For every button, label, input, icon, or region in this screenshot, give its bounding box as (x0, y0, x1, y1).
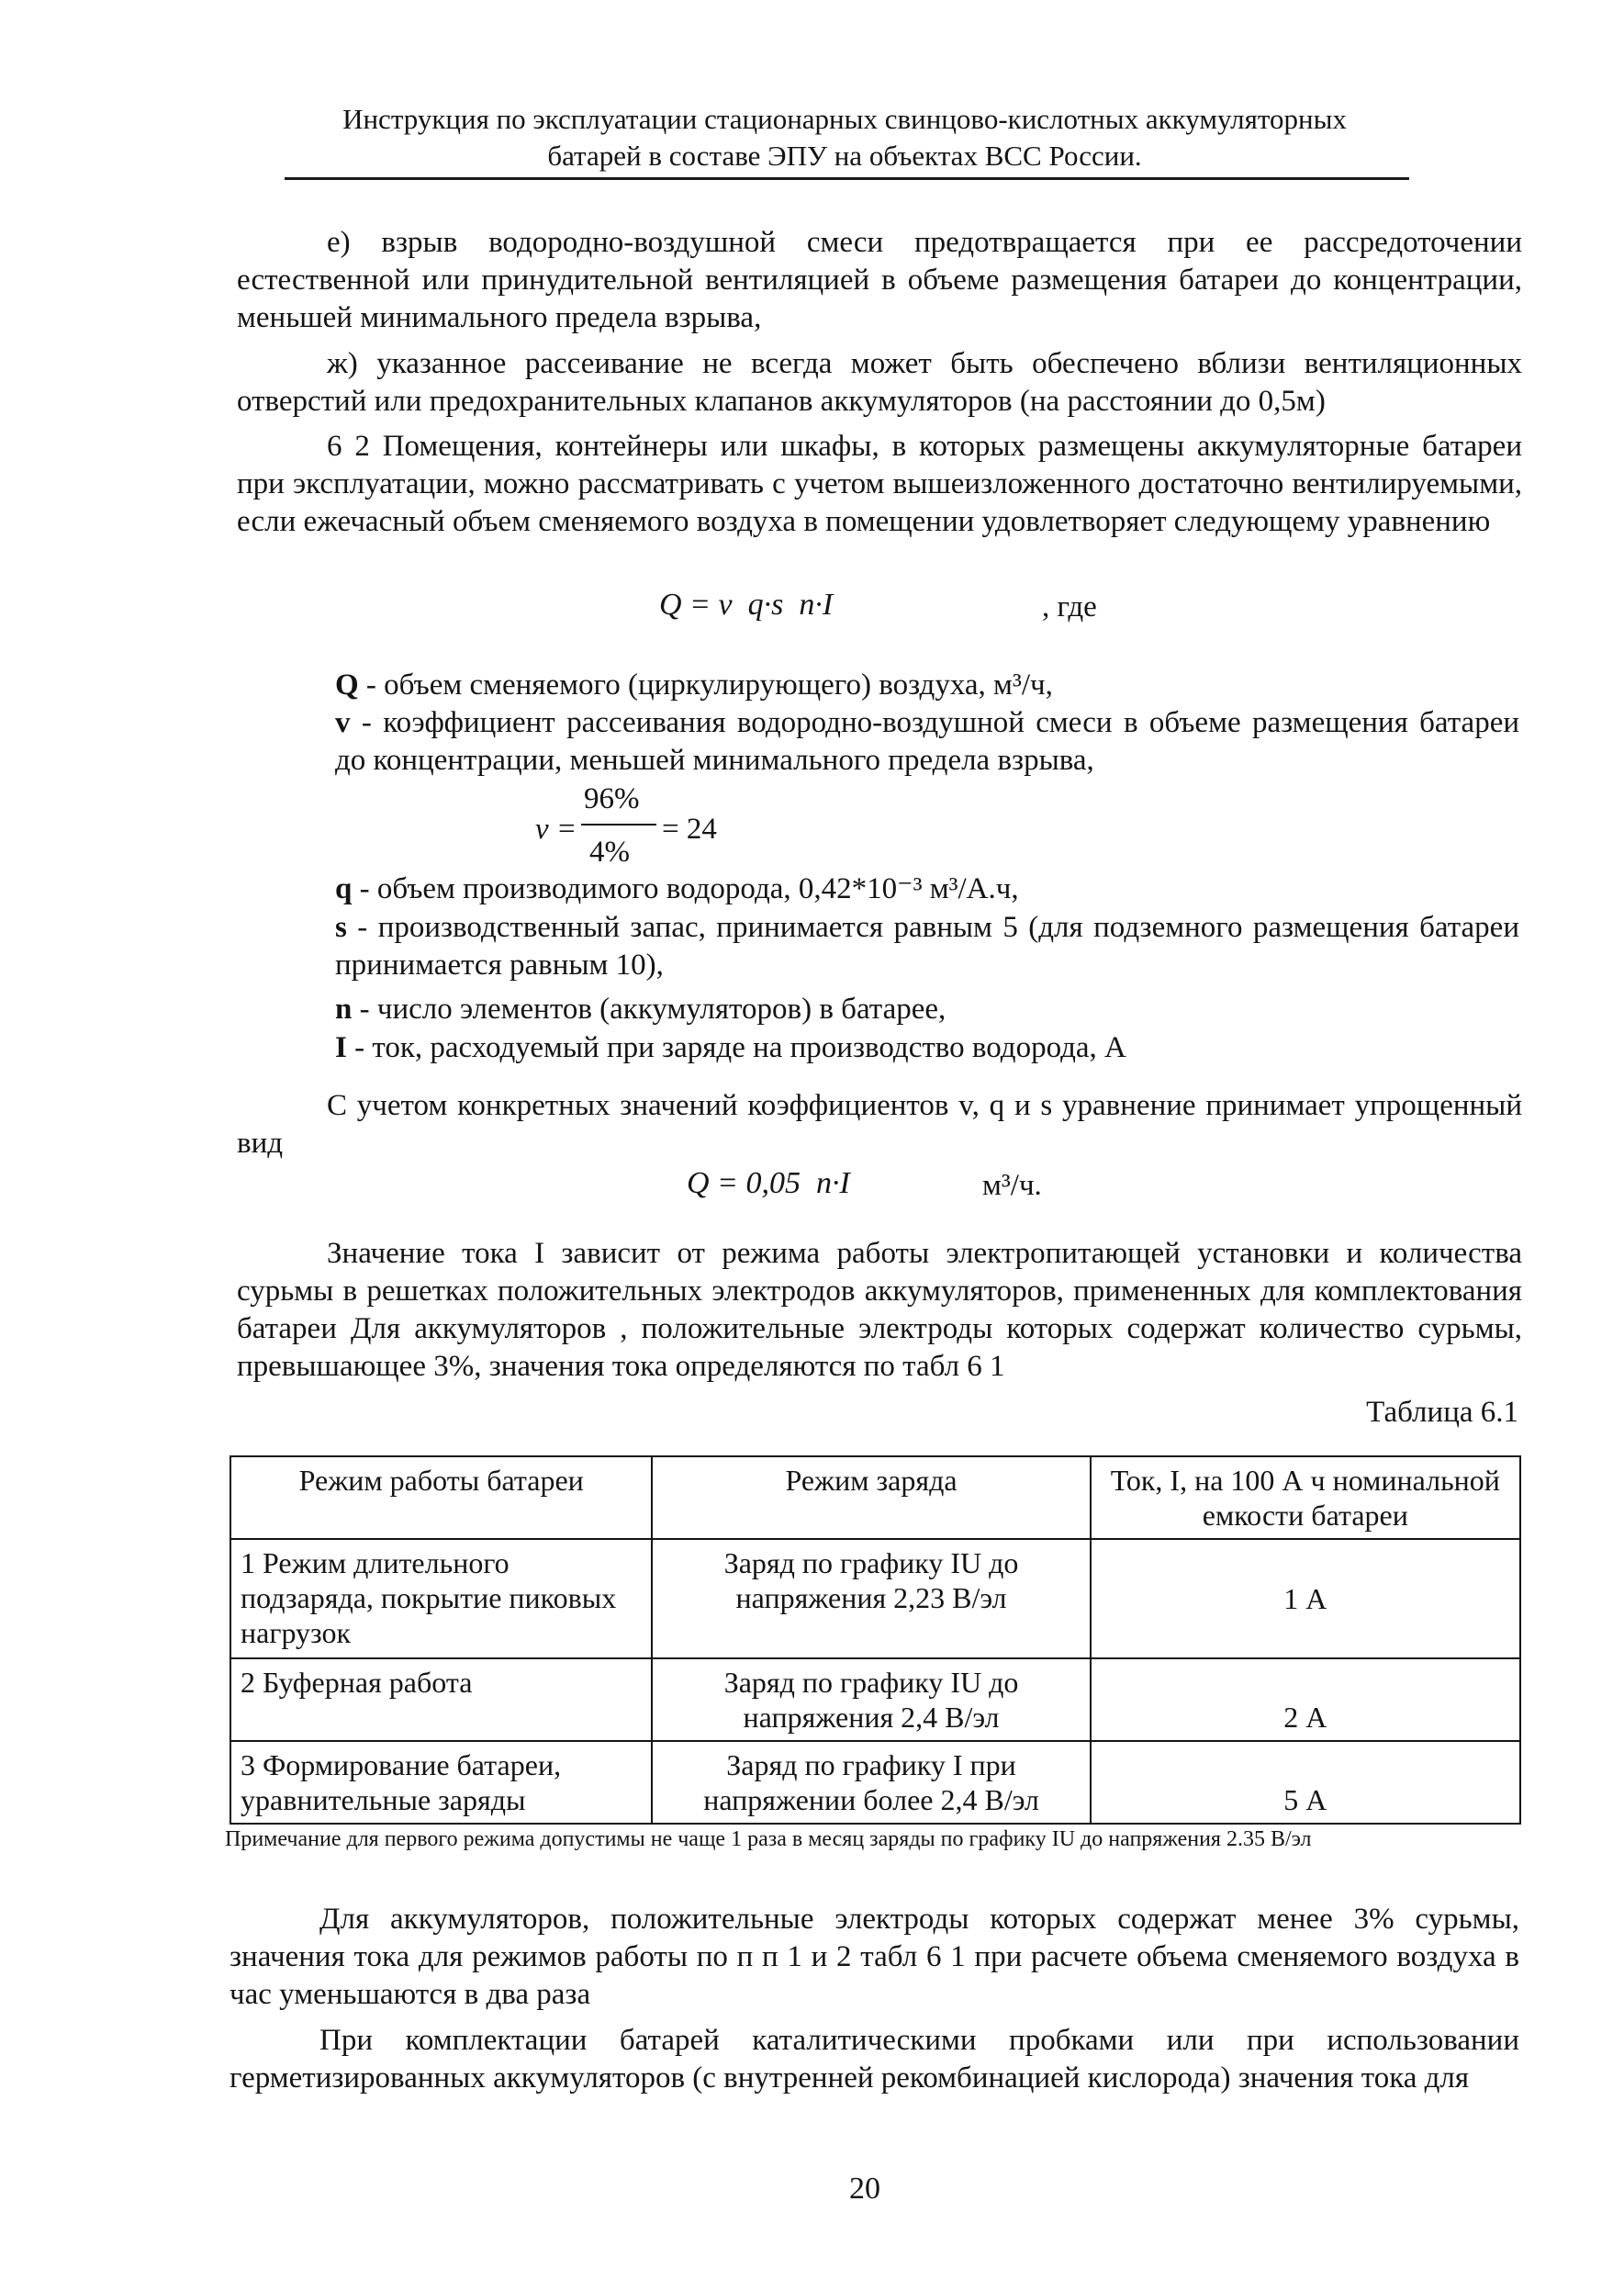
table-cell: Заряд по графику I при напряжении более 2,4 В/эл (652, 1741, 1090, 1824)
definition-v (335, 704, 1519, 780)
formula-where: , где (1042, 590, 1097, 623)
fraction-numerator: 96% (584, 782, 640, 815)
paragraph-e: е) взрыв водородно-воздушной смеси предотвращается при ее рассредоточении естественной или принудительной вентиляцией в объеме размещения батареи до концентрации, меньшей минимального предела взрыва, (237, 226, 1522, 334)
table-row (230, 1539, 1520, 1658)
table-header-cell: Режим заряда (652, 1456, 1090, 1539)
table-cell: 2 Буферная работа (230, 1658, 652, 1741)
table-header-cell: Ток, I, на 100 А ч номинальной емкости батареи (1091, 1456, 1520, 1539)
table-note: Примечание для первого режима допустимы не чаще 1 раза в месяц заряды по графику IU до напряжения 2.35 В/эл (225, 1827, 1312, 1851)
definition-n-text: - число элементов (аккумуляторов) в батарее, (352, 993, 946, 1026)
current-table (230, 1455, 1521, 1825)
table-header-row (230, 1456, 1520, 1539)
symbol-I: I (335, 1031, 347, 1064)
definition-Q-text: - объем сменяемого (циркулирующего) воздуха, м³/ч, (358, 668, 1053, 702)
definition-I-text: - ток, расходуемый при заряде на производство водорода, А (346, 1031, 1126, 1064)
table-cell: 1 Режим длительного подзаряда, покрытие пиковых нагрузок (230, 1539, 652, 1658)
symbol-q: q (335, 872, 353, 905)
paragraph-zh: ж) указанное рассеивание не всегда может быть обеспечено вблизи вентиляционных отверстий или предохранительных клапанов аккумуляторов (на расстоянии до 0,5м) (237, 347, 1522, 418)
table-cell: 1 А (1091, 1539, 1520, 1658)
page-number: 20 (849, 2172, 880, 2206)
fraction-lhs: v = (535, 813, 577, 846)
definition-Q (335, 667, 1519, 704)
dispersion-fraction (494, 782, 733, 874)
table-header-cell: Режим работы батареи (230, 1456, 652, 1539)
fraction-rhs: = 24 (662, 813, 717, 846)
definition-I (335, 1029, 1519, 1067)
symbol-Q: Q (335, 668, 359, 702)
symbol-n: n (335, 993, 353, 1026)
formula-unit: м³/ч. (982, 1169, 1042, 1202)
definition-v-text: - коэффициент рассеивания водородно-воздушной смеси в объеме размещения батареи до концентрации, меньшей минимального предела взрыва, (335, 706, 1519, 777)
paragraph-simplified: С учетом конкретных значений коэффициентов v, q и s уравнение принимает упрощенный вид (237, 1089, 1522, 1160)
definition-q-text: - объем производимого водорода, 0,42*10⁻³ м³/А.ч, (352, 872, 1019, 905)
table-cell: Заряд по графику IU до напряжения 2,4 В/эл (652, 1658, 1090, 1741)
definition-s (335, 909, 1519, 984)
table-row (230, 1658, 1520, 1741)
symbol-v: v (335, 706, 351, 739)
running-header (275, 101, 1414, 174)
ventilation-formula: Q = v q·s n·I (659, 588, 834, 622)
paragraph-less-3: Для аккумуляторов, положительные электроды которых содержат менее 3% сурьмы, значения тока для режимов работы по п п 1 и 2 табл 6 1 при расчете объема сменяемого воздуха в час уменьшаются в два раза (230, 1903, 1519, 2011)
table-cell: 5 А (1091, 1741, 1520, 1824)
header-line-2: батарей в составе ЭПУ на объектах ВСС России. (547, 140, 1142, 172)
table-row (230, 1741, 1520, 1824)
simplified-formula: Q = 0,05 n·I (687, 1166, 850, 1200)
fraction-bar (581, 824, 656, 826)
table-caption: Таблица 6.1 (1366, 1396, 1518, 1429)
table-cell: 2 А (1091, 1658, 1520, 1741)
table-cell: Заряд по графику IU до напряжения 2,23 В/эл (652, 1539, 1090, 1658)
table-cell: 3 Формирование батареи, уравнительные заряды (230, 1741, 652, 1824)
paragraph-6-2: 6 2 Помещения, контейнеры или шкафы, в которых размещены аккумуляторные батареи при эксплуатации, можно рассматривать с учетом вышеизложенного достаточно вентилируемыми, если ежечасный объем сменяемого воздуха в помещении удовлетворяет следующему уравнению (237, 430, 1522, 538)
header-line-1: Инструкция по эксплуатации стационарных свинцово-кислотных аккумуляторных (342, 103, 1347, 135)
paragraph-current: Значение тока I зависит от режима работы электропитающей установки и количества сурьмы в решетках положительных электродов аккумуляторов, примененных для комплектования батареи Для аккумуляторов , положительные электроды которых содержат количество сурьмы, превышающее 3%, значения тока определяются по табл 6 1 (237, 1237, 1522, 1383)
definition-s-text: - производственный запас, принимается равным 5 (для подземного размещения батареи принимается равным 10), (335, 911, 1519, 982)
header-divider (285, 177, 1409, 180)
fraction-denominator: 4% (589, 836, 630, 869)
symbol-s: s (335, 911, 347, 944)
definition-q (335, 870, 1519, 908)
paragraph-catalytic: При комплектации батарей каталитическими пробками или при использовании герметизированных аккумуляторов (с внутренней рекомбинацией кислорода) значения тока для (230, 2024, 1519, 2095)
definition-n (335, 991, 1519, 1028)
